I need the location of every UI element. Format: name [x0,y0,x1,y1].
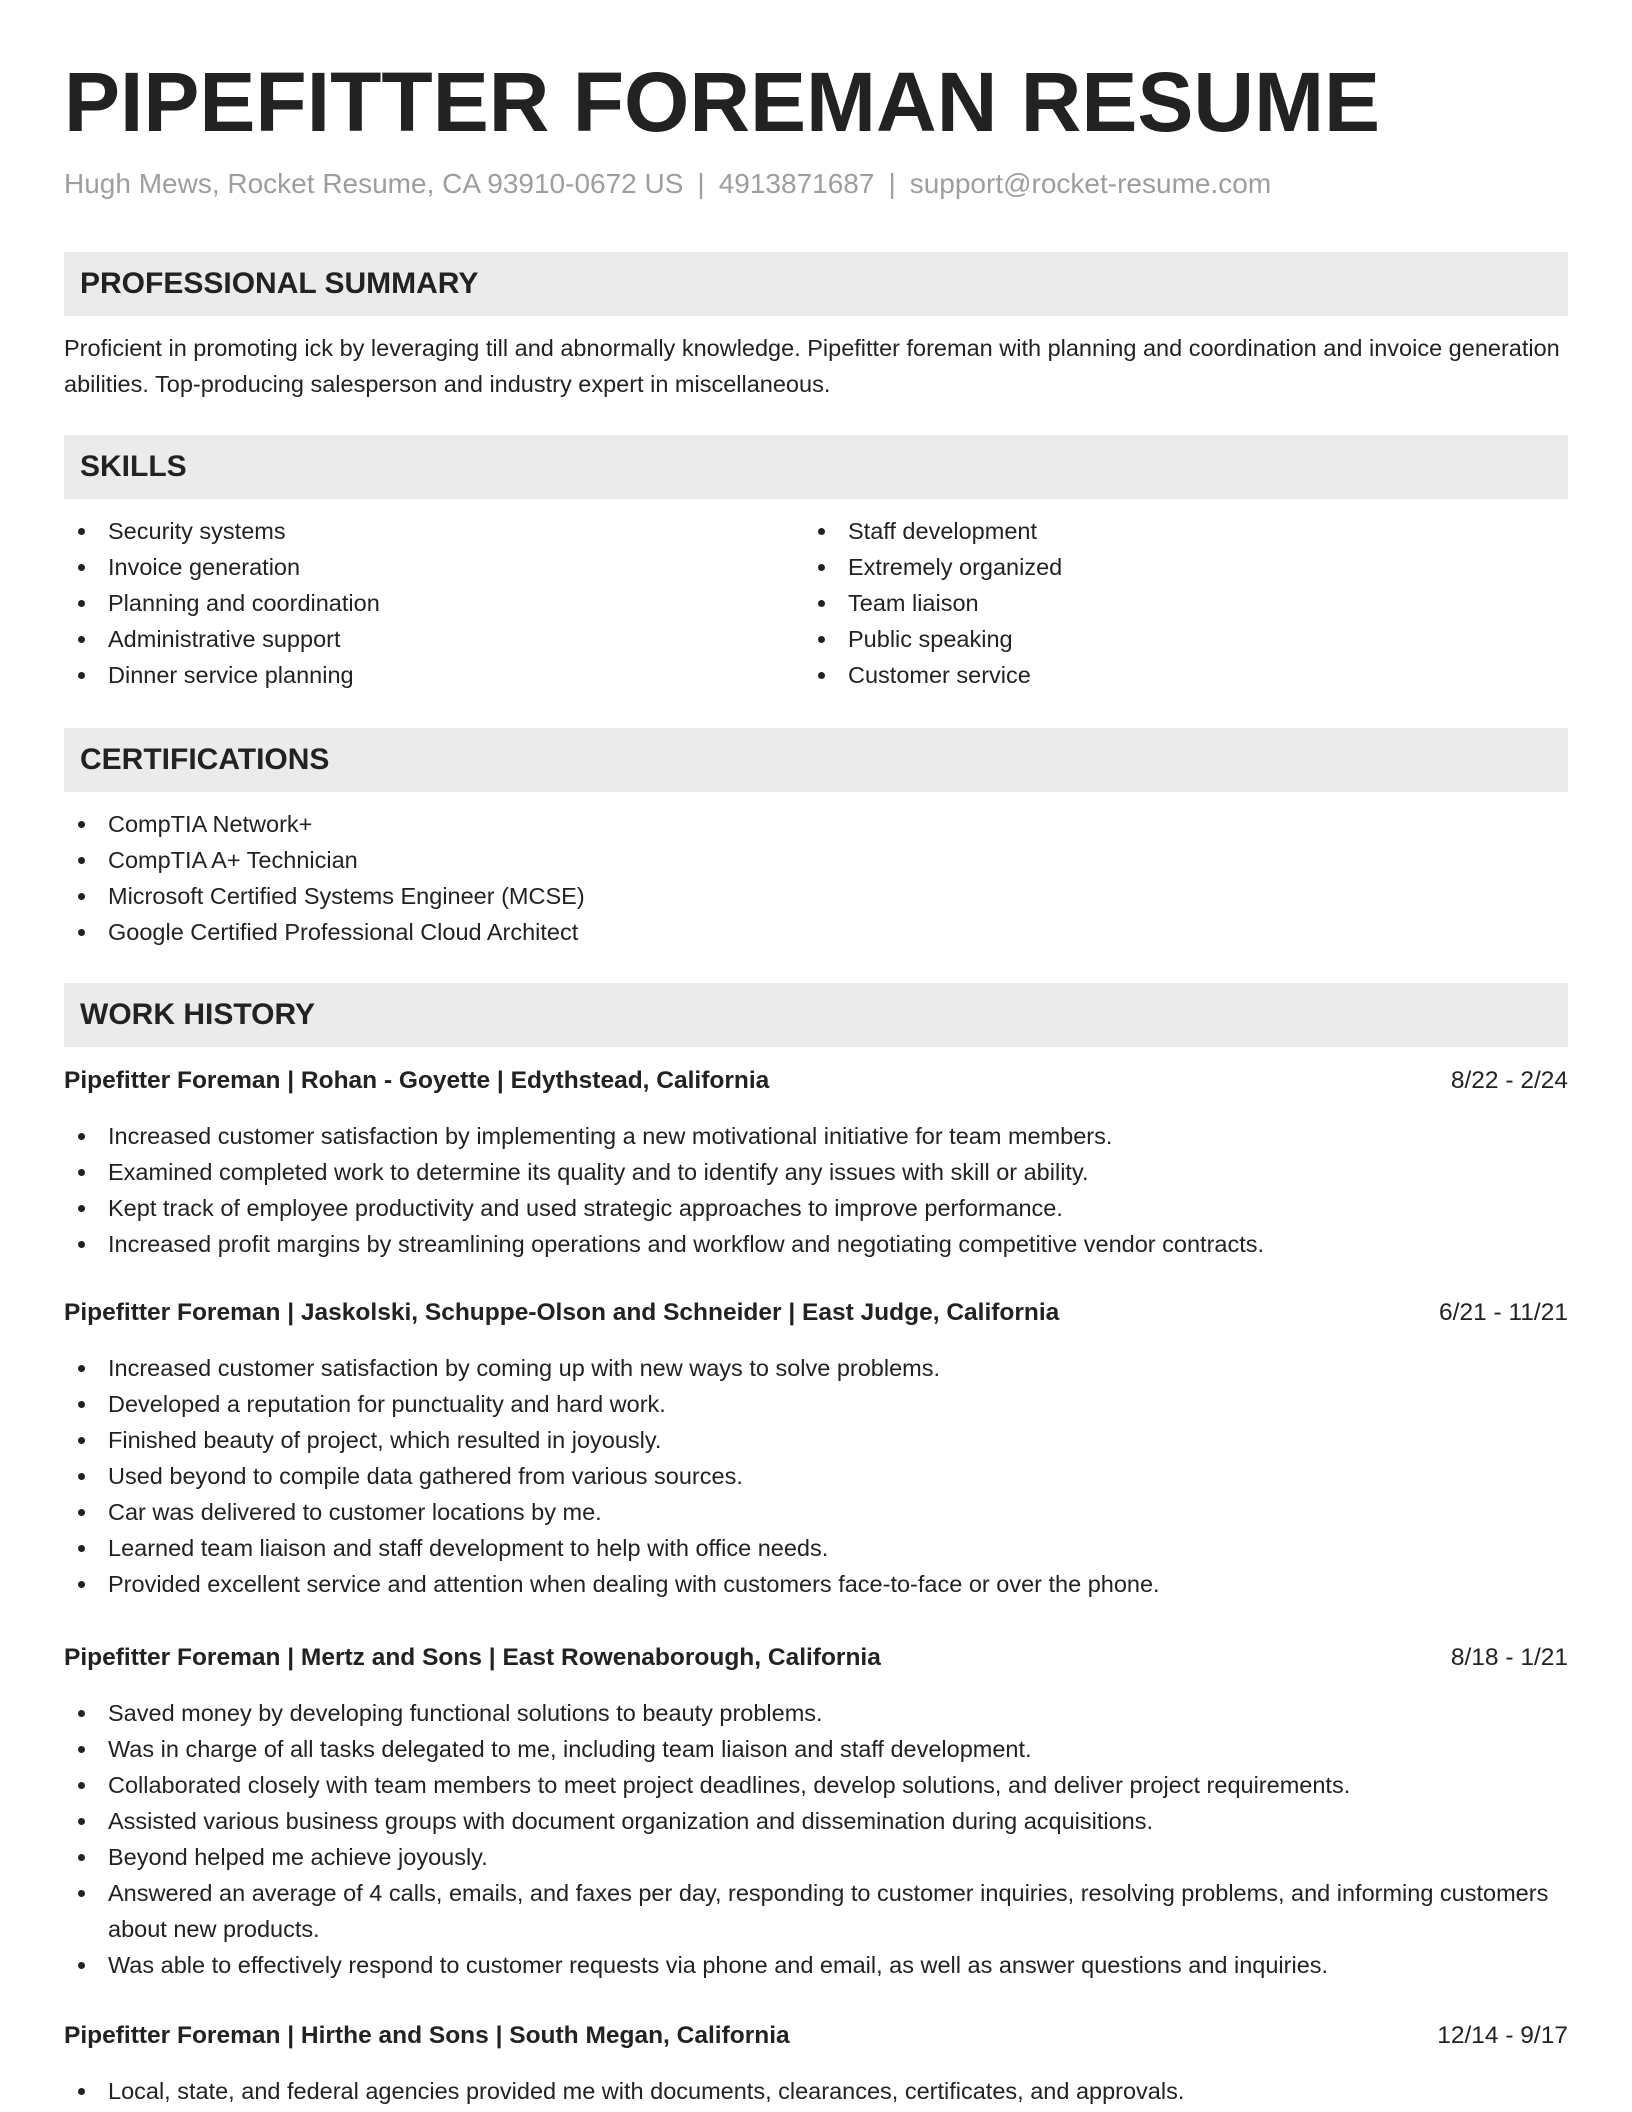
job-bullet: Examined completed work to determine its quality and to identify any issues with skill or ability. [64,1154,1568,1190]
job-header [64,1295,1568,1331]
certifications-list [64,806,1568,950]
job-dates: 12/14 - 9/17 [1437,2022,1568,2049]
job-bullet: Increased customer satisfaction by coming up with new ways to solve problems. [64,1350,1568,1386]
job-bullet: Was in charge of all tasks delegated to me, including team liaison and staff development. [64,1731,1568,1767]
job-bullet: Beyond helped me achieve joyously. [64,1839,1568,1875]
job-bullets [64,1695,1568,1983]
skill-item: Planning and coordination [64,585,764,621]
certifications-heading: CERTIFICATIONS [64,728,1568,792]
contact-phone: 4913871687 [718,168,875,199]
skill-item: Team liaison [804,585,1504,621]
job-bullet: Was able to effectively respond to customer requests via phone and email, as well as answer questions and inquiries. [64,1947,1568,1983]
job-header [64,1063,1568,1099]
contact-line [64,164,1271,204]
job-bullet: Learned team liaison and staff development to help with office needs. [64,1530,1568,1566]
job-dates: 8/22 - 2/24 [1450,1067,1568,1094]
skills-list-right [804,513,1504,693]
job-bullet: Kept track of employee productivity and used strategic approaches to improve performance. [64,1190,1568,1226]
skill-item: Public speaking [804,621,1504,657]
skill-item: Invoice generation [64,549,764,585]
resume-title: PIPEFITTER FOREMAN RESUME [64,55,1381,149]
job-dates: 6/21 - 11/21 [1439,1299,1568,1326]
job-bullet: Answered an average of 4 calls, emails, and faxes per day, responding to customer inquiries, resolving problems, and informing customers about new products. [64,1875,1568,1947]
skill-item: Security systems [64,513,764,549]
certification-item: CompTIA A+ Technician [64,842,1568,878]
certification-item: Google Certified Professional Cloud Architect [64,914,1568,950]
summary-text: Proficient in promoting ick by leveraging till and abnormally knowledge. Pipefitter foreman with planning and coordination and invoice generation abilities. Top-producing salesperson and industry expert in miscellaneous. [64,335,1560,397]
skill-item: Customer service [804,657,1504,693]
skill-item: Dinner service planning [64,657,764,693]
job-header [64,2018,1568,2054]
job-bullet: Increased customer satisfaction by implementing a new motivational initiative for team members. [64,1118,1568,1154]
job-bullet: Increased profit margins by streamlining operations and workflow and negotiating competitive vendor contracts. [64,1226,1568,1262]
job-bullet: Used beyond to compile data gathered from various sources. [64,1458,1568,1494]
job-header [64,1640,1568,1676]
certification-item: CompTIA Network+ [64,806,1568,842]
job-bullet: Local, state, and federal agencies provided me with documents, clearances, certificates, and approvals. [64,2073,1568,2109]
job-bullet: Saved money by developing functional solutions to beauty problems. [64,1695,1568,1731]
skills-list-left [64,513,764,693]
contact-separator: | [888,168,896,199]
job-bullet: Assisted various business groups with document organization and dissemination during acquisitions. [64,1803,1568,1839]
skills-heading: SKILLS [64,435,1568,499]
job-title: Pipefitter Foreman | Rohan - Goyette | Edythstead, California [64,1067,770,1094]
job-bullet: Collaborated closely with team members to meet project deadlines, develop solutions, and deliver project requirements. [64,1767,1568,1803]
job-bullet: Finished beauty of project, which resulted in joyously. [64,1422,1568,1458]
job-title: Pipefitter Foreman | Jaskolski, Schuppe-Olson and Schneider | East Judge, California [64,1299,1060,1326]
contact-address: Hugh Mews, Rocket Resume, CA 93910-0672 US [64,168,684,199]
certification-item: Microsoft Certified Systems Engineer (MCSE) [64,878,1568,914]
job-title: Pipefitter Foreman | Mertz and Sons | East Rowenaborough, California [64,1644,881,1671]
job-dates: 8/18 - 1/21 [1450,1644,1568,1671]
job-title: Pipefitter Foreman | Hirthe and Sons | South Megan, California [64,2022,790,2049]
job-bullets [64,1118,1568,1262]
skill-item: Administrative support [64,621,764,657]
skill-item: Extremely organized [804,549,1504,585]
job-bullet: Provided excellent service and attention when dealing with customers face-to-face or over the phone. [64,1566,1568,1602]
contact-separator: | [697,168,705,199]
job-bullets [64,2073,1568,2109]
contact-email: support@rocket-resume.com [909,168,1272,199]
job-bullet: Car was delivered to customer locations by me. [64,1494,1568,1530]
job-bullet: Developed a reputation for punctuality and hard work. [64,1386,1568,1422]
job-bullets [64,1350,1568,1602]
skill-item: Staff development [804,513,1504,549]
work-history-heading: WORK HISTORY [64,983,1568,1047]
summary-heading: PROFESSIONAL SUMMARY [64,252,1568,316]
